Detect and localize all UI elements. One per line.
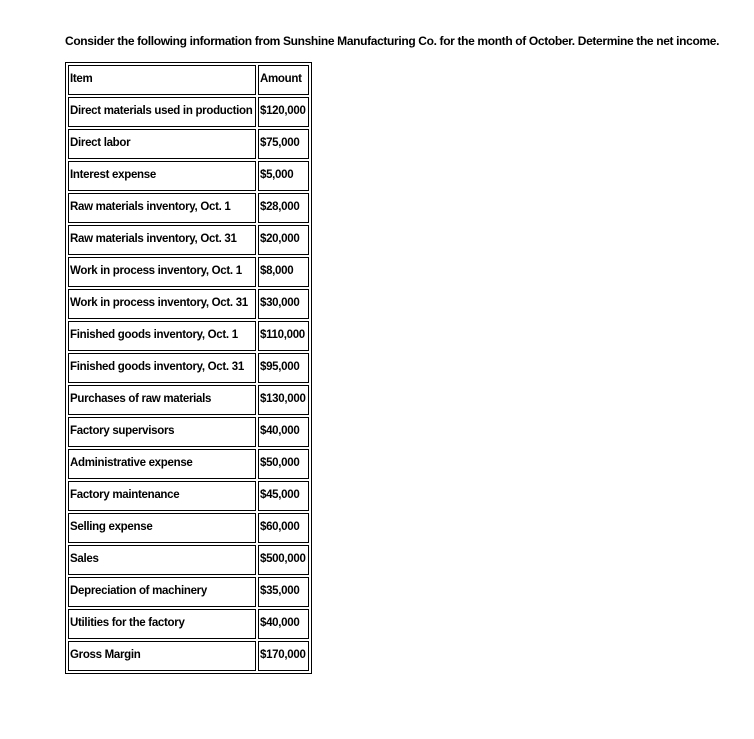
- table-row: [68, 513, 309, 543]
- row-amount: $40,000: [258, 417, 309, 447]
- row-amount: $50,000: [258, 449, 309, 479]
- row-item-label: Direct labor: [68, 129, 256, 159]
- row-amount: $5,000: [258, 161, 309, 191]
- row-amount: $500,000: [258, 545, 309, 575]
- row-amount: $75,000: [258, 129, 309, 159]
- table-row: [68, 577, 309, 607]
- row-amount: $110,000: [258, 321, 309, 351]
- row-item-label: Administrative expense: [68, 449, 256, 479]
- row-item-label: Selling expense: [68, 513, 256, 543]
- table-row: [68, 193, 309, 223]
- table-row: [68, 481, 309, 511]
- row-amount: $130,000: [258, 385, 309, 415]
- table-row: [68, 97, 309, 127]
- problem-statement: Consider the following information from Sunshine Manufacturing Co. for the month of October. Determine the net income.: [65, 34, 720, 48]
- table-row: [68, 353, 309, 383]
- row-amount: $60,000: [258, 513, 309, 543]
- header-item: Item: [68, 65, 256, 95]
- row-amount: $45,000: [258, 481, 309, 511]
- row-item-label: Factory maintenance: [68, 481, 256, 511]
- table-row: [68, 321, 309, 351]
- row-item-label: Sales: [68, 545, 256, 575]
- table-row: [68, 161, 309, 191]
- row-amount: $170,000: [258, 641, 309, 671]
- row-amount: $95,000: [258, 353, 309, 383]
- row-amount: $40,000: [258, 609, 309, 639]
- table-row: [68, 545, 309, 575]
- row-item-label: Raw materials inventory, Oct. 1: [68, 193, 256, 223]
- row-item-label: Utilities for the factory: [68, 609, 256, 639]
- row-item-label: Direct materials used in production: [68, 97, 256, 127]
- row-item-label: Work in process inventory, Oct. 1: [68, 257, 256, 287]
- table-row: [68, 641, 309, 671]
- row-item-label: Factory supervisors: [68, 417, 256, 447]
- table-row: [68, 417, 309, 447]
- table-row: [68, 257, 309, 287]
- row-amount: $35,000: [258, 577, 309, 607]
- table-row: [68, 609, 309, 639]
- table-header-row: [68, 65, 309, 95]
- table-row: [68, 225, 309, 255]
- table-row: [68, 129, 309, 159]
- table-body: [68, 65, 309, 671]
- row-item-label: Finished goods inventory, Oct. 31: [68, 353, 256, 383]
- row-amount: $28,000: [258, 193, 309, 223]
- row-item-label: Work in process inventory, Oct. 31: [68, 289, 256, 319]
- table-row: [68, 385, 309, 415]
- table-row: [68, 289, 309, 319]
- row-amount: $30,000: [258, 289, 309, 319]
- row-item-label: Interest expense: [68, 161, 256, 191]
- row-item-label: Raw materials inventory, Oct. 31: [68, 225, 256, 255]
- header-amount: Amount: [258, 65, 309, 95]
- row-amount: $120,000: [258, 97, 309, 127]
- row-amount: $20,000: [258, 225, 309, 255]
- table-row: [68, 449, 309, 479]
- row-item-label: Finished goods inventory, Oct. 1: [68, 321, 256, 351]
- row-item-label: Depreciation of machinery: [68, 577, 256, 607]
- row-amount: $8,000: [258, 257, 309, 287]
- row-item-label: Gross Margin: [68, 641, 256, 671]
- cost-data-table: [65, 62, 312, 674]
- row-item-label: Purchases of raw materials: [68, 385, 256, 415]
